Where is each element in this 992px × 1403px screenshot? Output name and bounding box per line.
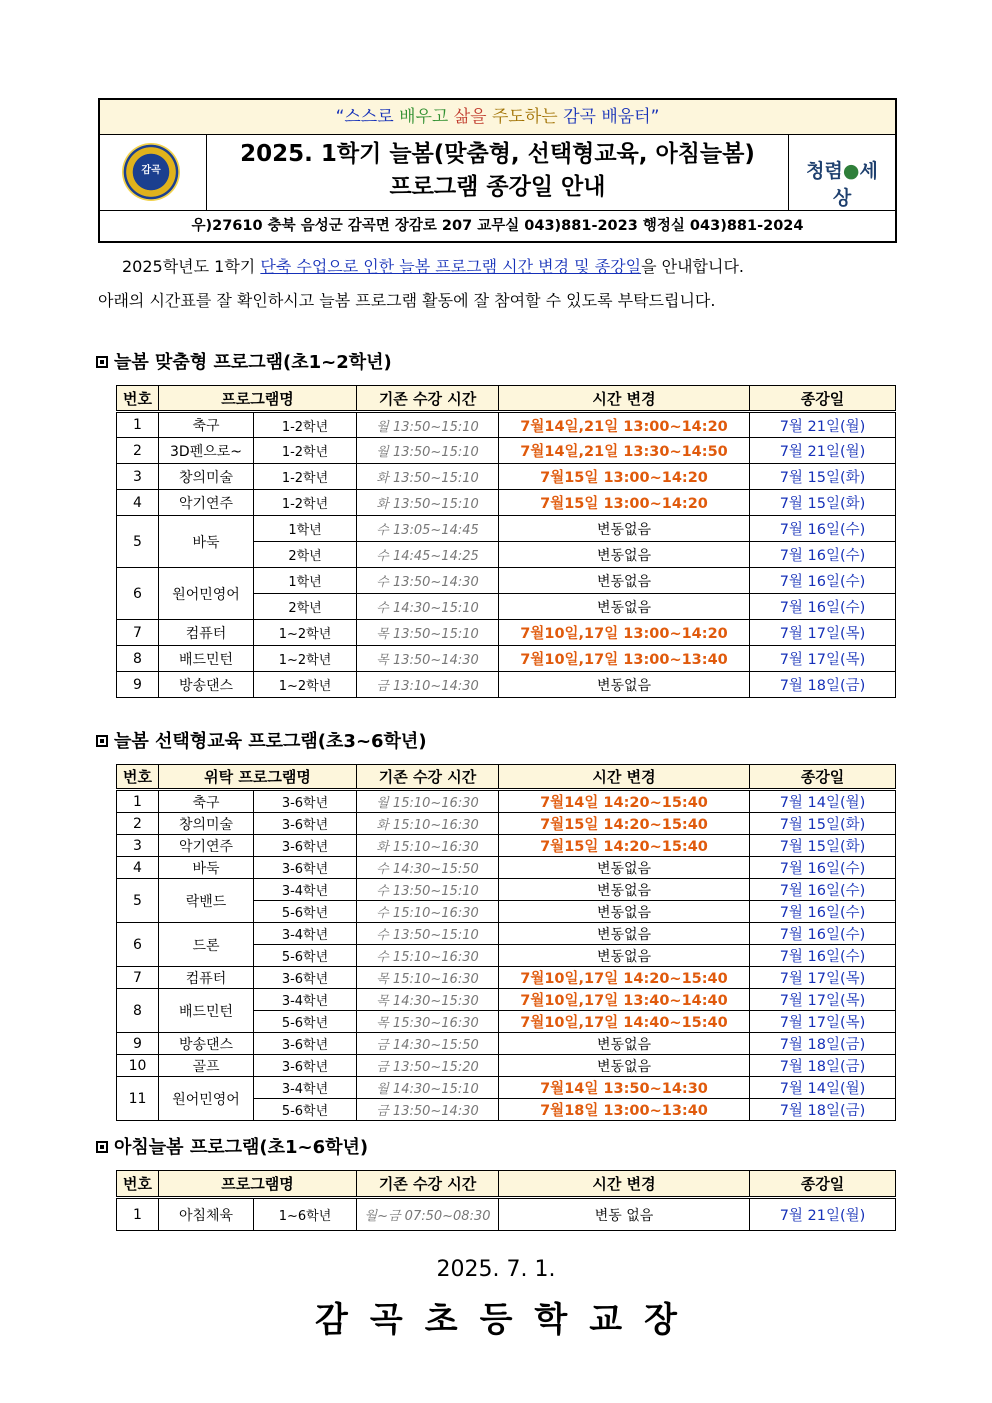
square-bullet-icon — [96, 1141, 108, 1153]
cell-grade: 3-6학년 — [254, 1033, 357, 1055]
cell-time-change: 7월10일,17일 13:00~13:40 — [499, 646, 750, 672]
cell-time-change: 7월15일 14:20~15:40 — [499, 835, 750, 857]
table-elective-program — [116, 764, 896, 1121]
cell-time-change: 7월18일 13:00~13:40 — [499, 1099, 750, 1121]
cell-grade: 3-6학년 — [254, 967, 357, 989]
table-row — [117, 1077, 896, 1099]
cell-end-date: 7월 16일(수) — [750, 901, 896, 923]
cell-end-date: 7월 16일(수) — [750, 568, 896, 594]
table-customized-program — [116, 385, 896, 698]
cell-program-name: 컴퓨터 — [159, 967, 254, 989]
slogan: “스스로 배우고 삶을 주도하는 감곡 배움터” — [100, 100, 895, 135]
cell-end-date: 7월 18일(금) — [750, 1033, 896, 1055]
principal-signature: 감곡초등학교장 — [315, 1300, 699, 1340]
table-row — [117, 464, 896, 490]
cell-end-date: 7월 17일(목) — [750, 967, 896, 989]
cell-end-date: 7월 15일(화) — [750, 835, 896, 857]
cell-end-date: 7월 16일(수) — [750, 542, 896, 568]
cell-time-change: 7월15일 13:00~14:20 — [499, 464, 750, 490]
table-row — [117, 490, 896, 516]
cell-grade: 1-2학년 — [254, 438, 357, 464]
cell-program-name: 바둑 — [159, 857, 254, 879]
square-bullet-icon — [96, 735, 108, 747]
cell-end-date: 7월 15일(화) — [750, 464, 896, 490]
cell-number: 2 — [117, 438, 159, 464]
col-header-old-time: 기존 수강 시간 — [357, 386, 499, 412]
cell-grade: 1-2학년 — [254, 464, 357, 490]
cell-old-time: 목 13:50~14:30 — [357, 646, 499, 672]
cell-old-time: 금 13:50~14:30 — [357, 1099, 499, 1121]
cell-end-date: 7월 17일(목) — [750, 989, 896, 1011]
cell-old-time: 수 15:10~16:30 — [357, 945, 499, 967]
col-header-program: 프로그램명 — [159, 1171, 357, 1198]
cell-program-name: 방송댄스 — [159, 1033, 254, 1055]
cell-grade: 2학년 — [254, 542, 357, 568]
col-header-time-change: 시간 변경 — [499, 1171, 750, 1198]
table-row — [117, 646, 896, 672]
cell-old-time: 금 13:50~15:20 — [357, 1055, 499, 1077]
school-seal-cell — [100, 134, 207, 210]
cell-program-name: 원어민영어 — [159, 1077, 254, 1121]
cell-old-time: 수 13:50~15:10 — [357, 923, 499, 945]
page-title: 2025. 1학기 늘봄(맞춤형, 선택형교육, 아침늘봄) 프로그램 종강일 안내 — [240, 141, 755, 200]
col-header-end-date: 종강일 — [750, 1171, 896, 1198]
cell-end-date: 7월 18일(금) — [750, 1099, 896, 1121]
cell-end-date: 7월 18일(금) — [750, 672, 896, 698]
cell-number: 3 — [117, 464, 159, 490]
table-row — [117, 813, 896, 835]
cell-grade: 1-2학년 — [254, 412, 357, 438]
cell-number: 1 — [117, 1198, 159, 1231]
cell-time-change: 변동없음 — [499, 923, 750, 945]
table-row — [117, 1055, 896, 1077]
cell-end-date: 7월 17일(목) — [750, 646, 896, 672]
section-title-2: 늘봄 선택형교육 프로그램(초3~6학년) — [96, 727, 427, 753]
cell-number: 5 — [117, 516, 159, 568]
col-header-end-date: 종강일 — [750, 765, 896, 790]
cell-time-change: 변동없음 — [499, 542, 750, 568]
cell-time-change: 7월15일 13:00~14:20 — [499, 490, 750, 516]
cell-grade: 2학년 — [254, 594, 357, 620]
cell-time-change: 7월15일 14:20~15:40 — [499, 813, 750, 835]
cell-program-name: 배드민턴 — [159, 989, 254, 1033]
cell-end-date: 7월 17일(목) — [750, 620, 896, 646]
cell-grade: 5-6학년 — [254, 945, 357, 967]
cell-old-time: 월 15:10~16:30 — [357, 790, 499, 813]
cell-end-date: 7월 16일(수) — [750, 516, 896, 542]
cell-program-name: 악기연주 — [159, 490, 254, 516]
cell-old-time: 수 13:50~15:10 — [357, 879, 499, 901]
school-seal-icon: 감곡 — [122, 143, 180, 201]
col-header-program: 프로그램명 — [159, 386, 357, 412]
table-row — [117, 989, 896, 1011]
col-header-number: 번호 — [117, 386, 159, 412]
cell-old-time: 수 14:30~15:50 — [357, 857, 499, 879]
table-row — [117, 857, 896, 879]
cell-end-date: 7월 16일(수) — [750, 945, 896, 967]
table-row — [117, 923, 896, 945]
cell-old-time: 수 14:30~15:10 — [357, 594, 499, 620]
cell-old-time: 목 15:30~16:30 — [357, 1011, 499, 1033]
cell-number: 5 — [117, 879, 159, 923]
cell-program-name: 락밴드 — [159, 879, 254, 923]
cell-old-time: 수 15:10~16:30 — [357, 901, 499, 923]
cell-number: 1 — [117, 790, 159, 813]
cell-old-time: 수 13:05~14:45 — [357, 516, 499, 542]
cell-time-change: 7월10일,17일 13:00~14:20 — [499, 620, 750, 646]
square-bullet-icon — [96, 356, 108, 368]
table-row — [117, 967, 896, 989]
cell-old-time: 금 13:10~14:30 — [357, 672, 499, 698]
cell-grade: 1~2학년 — [254, 672, 357, 698]
cell-end-date: 7월 17일(목) — [750, 1011, 896, 1033]
cell-number: 4 — [117, 490, 159, 516]
cell-number: 1 — [117, 412, 159, 438]
header-box — [98, 98, 897, 243]
cell-program-name: 배드민턴 — [159, 646, 254, 672]
cell-time-change: 7월10일,17일 14:20~15:40 — [499, 967, 750, 989]
cell-number: 2 — [117, 813, 159, 835]
cell-time-change: 7월10일,17일 14:40~15:40 — [499, 1011, 750, 1033]
cell-program-name: 골프 — [159, 1055, 254, 1077]
school-address: 우)27610 충북 음성군 감곡면 장감로 207 교무실 043)881-2023 행정실 043)881-2024 — [191, 218, 804, 234]
col-header-number: 번호 — [117, 765, 159, 790]
cell-number: 3 — [117, 835, 159, 857]
table-row — [117, 516, 896, 542]
cell-grade: 3-6학년 — [254, 835, 357, 857]
cell-end-date: 7월 21일(월) — [750, 438, 896, 464]
cell-end-date: 7월 16일(수) — [750, 923, 896, 945]
cell-grade: 3-6학년 — [254, 1055, 357, 1077]
cell-grade: 1~6학년 — [254, 1198, 357, 1231]
col-header-number: 번호 — [117, 1171, 159, 1198]
cell-number: 6 — [117, 568, 159, 620]
cell-grade: 3-4학년 — [254, 879, 357, 901]
cell-grade: 5-6학년 — [254, 1099, 357, 1121]
cell-number: 11 — [117, 1077, 159, 1121]
cell-grade: 1~2학년 — [254, 620, 357, 646]
cell-old-time: 목 14:30~15:30 — [357, 989, 499, 1011]
cell-grade: 3-6학년 — [254, 790, 357, 813]
cell-grade: 3-6학년 — [254, 813, 357, 835]
cell-old-time: 목 13:50~15:10 — [357, 620, 499, 646]
cell-end-date: 7월 15일(화) — [750, 813, 896, 835]
col-header-old-time: 기존 수강 시간 — [357, 1171, 499, 1198]
table-row — [117, 790, 896, 813]
cell-grade: 1학년 — [254, 568, 357, 594]
cell-time-change: 변동없음 — [499, 594, 750, 620]
cell-time-change: 변동없음 — [499, 568, 750, 594]
cell-old-time: 화 15:10~16:30 — [357, 813, 499, 835]
cell-end-date: 7월 21일(월) — [750, 1198, 896, 1231]
cell-grade: 5-6학년 — [254, 1011, 357, 1033]
cell-grade: 1~2학년 — [254, 646, 357, 672]
col-header-old-time: 기존 수강 시간 — [357, 765, 499, 790]
col-header-end-date: 종강일 — [750, 386, 896, 412]
cell-number: 7 — [117, 967, 159, 989]
table-row — [117, 412, 896, 438]
cell-old-time: 월 14:30~15:10 — [357, 1077, 499, 1099]
issue-date: 2025. 7. 1. — [436, 1257, 556, 1282]
cell-old-time: 화 13:50~15:10 — [357, 464, 499, 490]
table-row — [117, 568, 896, 594]
cell-program-name: 축구 — [159, 412, 254, 438]
cell-time-change: 변동없음 — [499, 516, 750, 542]
cell-old-time: 화 15:10~16:30 — [357, 835, 499, 857]
col-header-time-change: 시간 변경 — [499, 386, 750, 412]
cell-old-time: 수 13:50~14:30 — [357, 568, 499, 594]
table-row — [117, 879, 896, 901]
cell-time-change: 7월10일,17일 13:40~14:40 — [499, 989, 750, 1011]
cell-program-name: 창의미술 — [159, 813, 254, 835]
cell-time-change: 변동없음 — [499, 901, 750, 923]
cell-number: 6 — [117, 923, 159, 967]
cell-time-change: 변동없음 — [499, 1055, 750, 1077]
cell-program-name: 아침체육 — [159, 1198, 254, 1231]
cell-program-name: 악기연주 — [159, 835, 254, 857]
table-row — [117, 835, 896, 857]
table-row — [117, 620, 896, 646]
cell-time-change: 7월14일 14:20~15:40 — [499, 790, 750, 813]
cell-number: 10 — [117, 1055, 159, 1077]
cell-time-change: 변동 없음 — [499, 1198, 750, 1231]
cell-grade: 3-4학년 — [254, 923, 357, 945]
brand-logo-icon: 청렴●세상 — [806, 160, 878, 209]
cell-old-time: 월~금 07:50~08:30 — [357, 1198, 499, 1231]
cell-end-date: 7월 14일(월) — [750, 1077, 896, 1099]
cell-old-time: 월 13:50~15:10 — [357, 438, 499, 464]
cell-time-change: 변동없음 — [499, 879, 750, 901]
cell-time-change: 변동없음 — [499, 857, 750, 879]
cell-old-time: 수 14:45~14:25 — [357, 542, 499, 568]
cell-program-name: 창의미술 — [159, 464, 254, 490]
cell-time-change: 변동없음 — [499, 1033, 750, 1055]
cell-program-name: 축구 — [159, 790, 254, 813]
cell-grade: 3-4학년 — [254, 1077, 357, 1099]
cell-time-change: 7월14일 13:50~14:30 — [499, 1077, 750, 1099]
brand-logo-cell — [788, 134, 895, 210]
cell-old-time: 화 13:50~15:10 — [357, 490, 499, 516]
cell-program-name: 드론 — [159, 923, 254, 967]
cell-end-date: 7월 14일(월) — [750, 790, 896, 813]
cell-old-time: 월 13:50~15:10 — [357, 412, 499, 438]
cell-grade: 3-4학년 — [254, 989, 357, 1011]
cell-grade: 5-6학년 — [254, 901, 357, 923]
cell-grade: 1-2학년 — [254, 490, 357, 516]
cell-program-name: 3D펜으로~ — [159, 438, 254, 464]
cell-grade: 1학년 — [254, 516, 357, 542]
cell-program-name: 바둑 — [159, 516, 254, 568]
cell-end-date: 7월 21일(월) — [750, 412, 896, 438]
cell-end-date: 7월 16일(수) — [750, 594, 896, 620]
cell-time-change: 7월14일,21일 13:00~14:20 — [499, 412, 750, 438]
cell-program-name: 방송댄스 — [159, 672, 254, 698]
cell-time-change: 7월14일,21일 13:30~14:50 — [499, 438, 750, 464]
cell-end-date: 7월 15일(화) — [750, 490, 896, 516]
cell-time-change: 변동없음 — [499, 945, 750, 967]
intro-text: 2025학년도 1학기 단축 수업으로 인한 늘봄 프로그램 시간 변경 및 종강일을 안내합니다. 아래의 시간표를 잘 확인하시고 늘봄 프로그램 활동에 잘 참여할 수 있도록 부탁드립니다. — [98, 257, 745, 310]
cell-number: 7 — [117, 620, 159, 646]
section-title-3: 아침늘봄 프로그램(초1~6학년) — [96, 1133, 368, 1159]
cell-time-change: 변동없음 — [499, 672, 750, 698]
cell-end-date: 7월 18일(금) — [750, 1055, 896, 1077]
cell-program-name: 컴퓨터 — [159, 620, 254, 646]
cell-old-time: 목 15:10~16:30 — [357, 967, 499, 989]
table-row — [117, 672, 896, 698]
cell-grade: 3-6학년 — [254, 857, 357, 879]
cell-end-date: 7월 16일(수) — [750, 879, 896, 901]
table-row — [117, 1033, 896, 1055]
cell-number: 9 — [117, 1033, 159, 1055]
cell-number: 8 — [117, 646, 159, 672]
section-title-1: 늘봄 맞춤형 프로그램(초1~2학년) — [96, 348, 392, 374]
table-row — [117, 438, 896, 464]
cell-program-name: 원어민영어 — [159, 568, 254, 620]
cell-old-time: 금 14:30~15:50 — [357, 1033, 499, 1055]
cell-number: 4 — [117, 857, 159, 879]
cell-number: 9 — [117, 672, 159, 698]
table-morning-program — [116, 1170, 896, 1231]
col-header-time-change: 시간 변경 — [499, 765, 750, 790]
table-row — [117, 1198, 896, 1231]
cell-number: 8 — [117, 989, 159, 1033]
cell-end-date: 7월 16일(수) — [750, 857, 896, 879]
col-header-program: 위탁 프로그램명 — [159, 765, 357, 790]
